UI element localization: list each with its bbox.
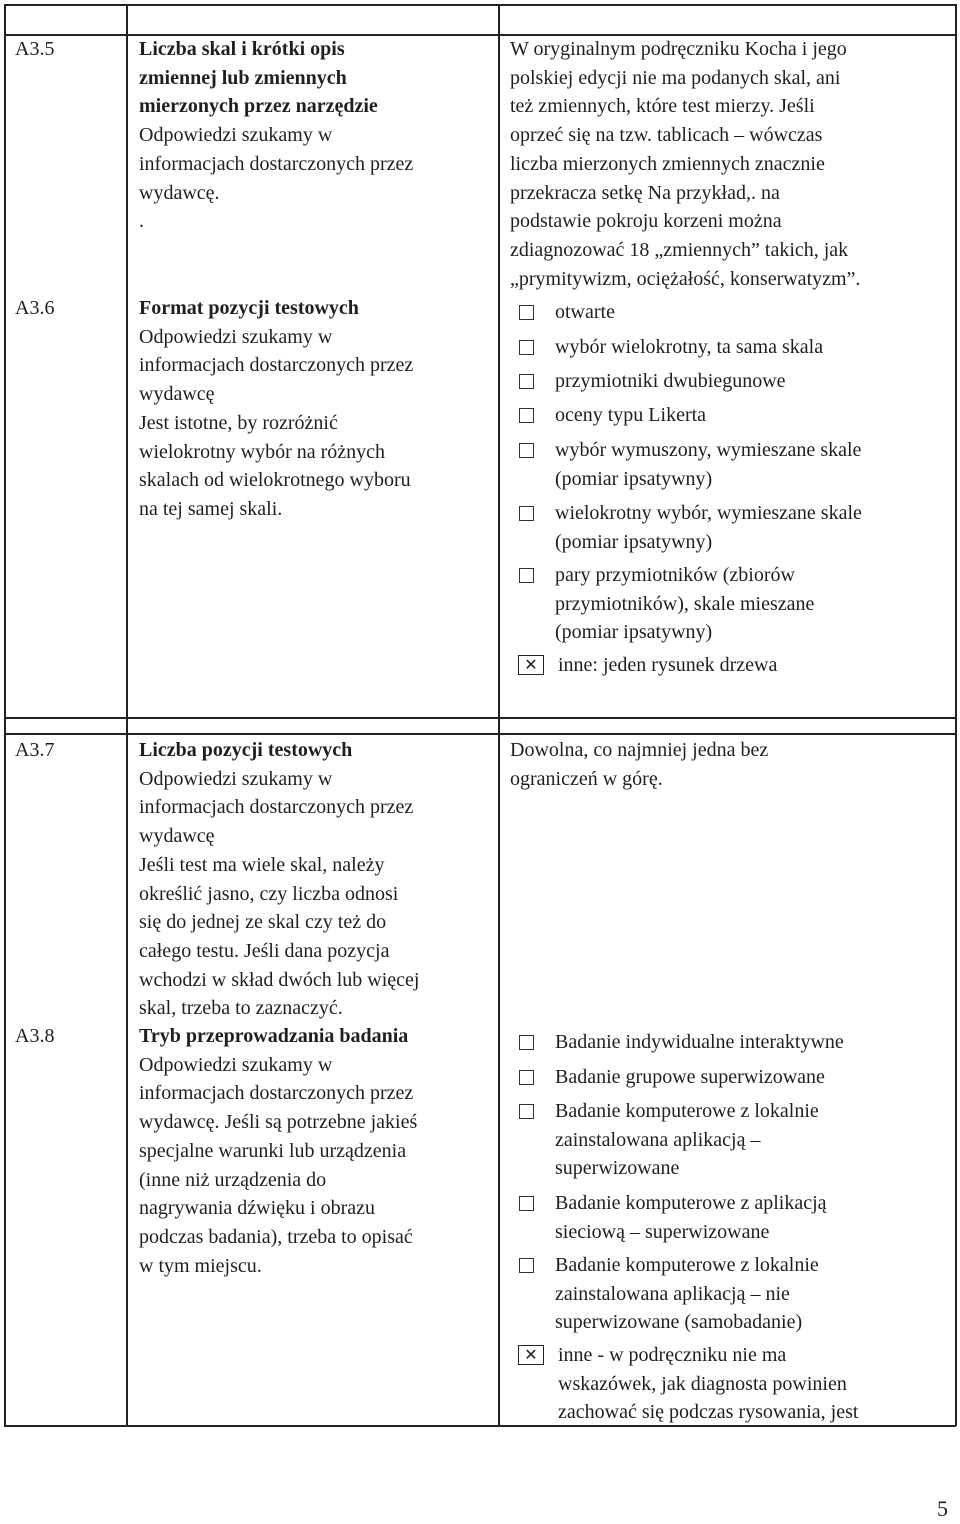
table-row-divider-3 bbox=[4, 733, 956, 735]
table-border-right bbox=[955, 4, 957, 1426]
option-checkbox-individual[interactable] bbox=[519, 1035, 534, 1050]
option-label-other: inne: jeden rysunek drzewa bbox=[558, 654, 778, 676]
option-label-adjective-pairs: pary przymiotników (zbiorów przymiotników), skale mieszane (pomiar ipsatywny) bbox=[555, 564, 815, 643]
row-title-a35: Liczba skal i krótki opis zmiennej lub zmiennych mierzonych przez narzędzie Odpowiedzi szukamy w informacjach dostarczonych przez wydawcę. . bbox=[139, 38, 414, 233]
row-answer-a37: Dowolna, co najmniej jedna bez ograniczeń w górę. bbox=[510, 739, 769, 790]
row-id-a36: A3.6 bbox=[15, 297, 55, 319]
option-label-computer-local: Badanie komputerowe z lokalnie zainstalowana aplikacją – superwizowane bbox=[555, 1100, 819, 1179]
row-id-a38: A3.8 bbox=[15, 1025, 55, 1047]
table-col-divider-2 bbox=[498, 4, 500, 1426]
option-checkbox-bipolar-adjectives[interactable] bbox=[519, 374, 534, 389]
option-checkbox-multi-same-scale[interactable] bbox=[519, 340, 534, 355]
option-label-open: otwarte bbox=[555, 301, 615, 323]
option-checkbox-other-checked[interactable]: ✕ bbox=[518, 655, 544, 675]
option-label-individual: Badanie indywidualne interaktywne bbox=[555, 1031, 844, 1053]
row-id-a37: A3.7 bbox=[15, 739, 55, 761]
option-checkbox-computer-network[interactable] bbox=[519, 1196, 534, 1211]
option-label-computer-network: Badanie komputerowe z aplikacją sieciową – superwizowane bbox=[555, 1192, 827, 1243]
row-desc-a38: Tryb przeprowadzania badania Odpowiedzi szukamy w informacjach dostarczonych przez wydawcę. Jeśli są potrzebne jakieś specjalne warunki lub urządzenia (inne niż urządzenia do nagrywania dźwięku i obrazu podczas badania), trzeba to opisać w tym miejscu. bbox=[139, 1025, 418, 1277]
option-label-forced-choice: wybór wymuszony, wymieszane skale (pomiar ipsatywny) bbox=[555, 439, 862, 490]
option-checkbox-multi-mixed-scales[interactable] bbox=[519, 506, 534, 521]
option-label-self-administered: Badanie komputerowe z lokalnie zainstalowana aplikacją – nie superwizowane (samobadanie) bbox=[555, 1254, 819, 1333]
page-number: 5 bbox=[937, 1496, 948, 1521]
row-answer-a35: W oryginalnym podręczniku Kocha i jego polskiej edycji nie ma podanych skal, ani też zmiennych, które test mierzy. Jeśli oprzeć się na tzw. tablicach – wówczas liczba mierzonych zmiennych znacznie przekracza setkę Na przykład,. na podstawie pokroju korzeni można zdiagnozować 18 „zmiennych” takich, jak „prymitywizm, ociężałość, konserwatyzm”. bbox=[510, 38, 861, 290]
row-desc-a37: Liczba pozycji testowych Odpowiedzi szukamy w informacjach dostarczonych przez wydawcę Jeśli test ma wiele skal, należy określić jasno, czy liczba odnosi się do jednej ze skal czy też do całego testu. Jeśli dana pozycja wchodzi w skład dwóch lub więcej skal, trzeba to zaznaczyć. bbox=[139, 739, 420, 1020]
option-label-other-mode: inne - w podręczniku nie ma wskazówek, jak diagnosta powinien zachować się podczas rysowania, jest bbox=[558, 1344, 859, 1423]
option-checkbox-computer-local[interactable] bbox=[519, 1104, 534, 1119]
table-border-left bbox=[4, 4, 6, 1426]
option-label-likert: oceny typu Likerta bbox=[555, 404, 707, 426]
row-id-a35: A3.5 bbox=[15, 38, 55, 60]
option-checkbox-other-mode-checked[interactable]: ✕ bbox=[518, 1345, 544, 1365]
option-label-group: Badanie grupowe superwizowane bbox=[555, 1066, 825, 1088]
option-label-multi-mixed-scales: wielokrotny wybór, wymieszane skale (pomiar ipsatywny) bbox=[555, 502, 862, 553]
option-checkbox-self-administered[interactable] bbox=[519, 1258, 534, 1273]
option-checkbox-adjective-pairs[interactable] bbox=[519, 568, 534, 583]
option-label-bipolar-adjectives: przymiotniki dwubiegunowe bbox=[555, 370, 786, 392]
option-checkbox-forced-choice[interactable] bbox=[519, 443, 534, 458]
row-desc-a36: Format pozycji testowych Odpowiedzi szukamy w informacjach dostarczonych przez wydawcę Jest istotne, by rozróżnić wielokrotny wybór na różnych skalach od wielokrotnego wyboru na tej samej skali. bbox=[139, 297, 414, 520]
option-label-multi-same-scale: wybór wielokrotny, ta sama skala bbox=[555, 336, 824, 358]
table-row-divider-2 bbox=[4, 717, 956, 719]
option-checkbox-likert[interactable] bbox=[519, 408, 534, 423]
table-col-divider-1 bbox=[126, 4, 128, 1426]
option-checkbox-group[interactable] bbox=[519, 1070, 534, 1085]
table-border-top bbox=[4, 4, 956, 6]
option-checkbox-open[interactable] bbox=[519, 305, 534, 320]
